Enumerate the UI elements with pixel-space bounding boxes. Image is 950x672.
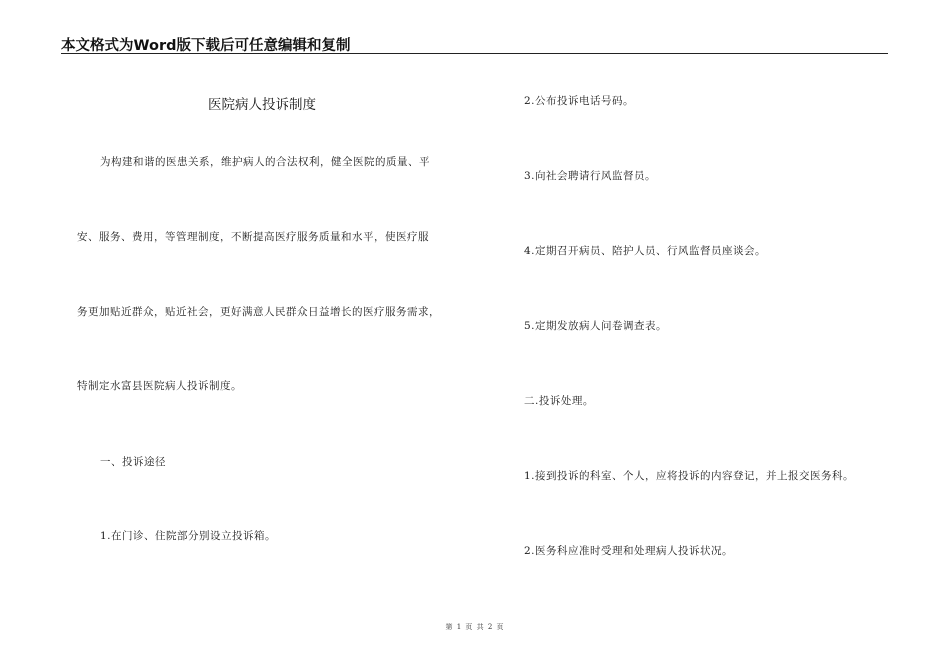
section-heading: 一、投诉途径 bbox=[100, 456, 166, 468]
list-item: 3.向社会聘请行风监督员。 bbox=[524, 170, 657, 182]
list-item: 5.定期发放病人问卷调查表。 bbox=[524, 320, 668, 332]
header-divider bbox=[61, 53, 888, 54]
paragraph-line: 为构建和谐的医患关系，维护病人的合法权利，健全医院的质量、平 bbox=[100, 156, 430, 168]
list-item: 1.接到投诉的科室、个人，应将投诉的内容登记，并上报交医务科。 bbox=[524, 470, 855, 482]
list-item: 2.医务科应准时受理和处理病人投诉状况。 bbox=[524, 545, 734, 557]
paragraph-line: 特制定水富县医院病人投诉制度。 bbox=[77, 380, 242, 392]
list-item: 1.在门诊、住院部分别设立投诉箱。 bbox=[100, 530, 277, 542]
header-banner: 本文格式为Word版下载后可任意编辑和复制 bbox=[61, 38, 351, 54]
document-title: 医院病人投诉制度 bbox=[208, 97, 316, 113]
page-indicator: 第 1 页 共 2 页 bbox=[445, 623, 505, 631]
section-heading: 二.投诉处理。 bbox=[524, 395, 594, 407]
list-item: 4.定期召开病员、陪护人员、行风监督员座谈会。 bbox=[524, 245, 767, 257]
list-item: 2.公布投诉电话号码。 bbox=[524, 95, 635, 107]
paragraph-line: 安、服务、费用，等管理制度，不断提高医疗服务质量和水平，使医疗服 bbox=[77, 231, 429, 243]
paragraph-line: 务更加贴近群众，贴近社会，更好满意人民群众日益增长的医疗服务需求， bbox=[77, 306, 440, 318]
